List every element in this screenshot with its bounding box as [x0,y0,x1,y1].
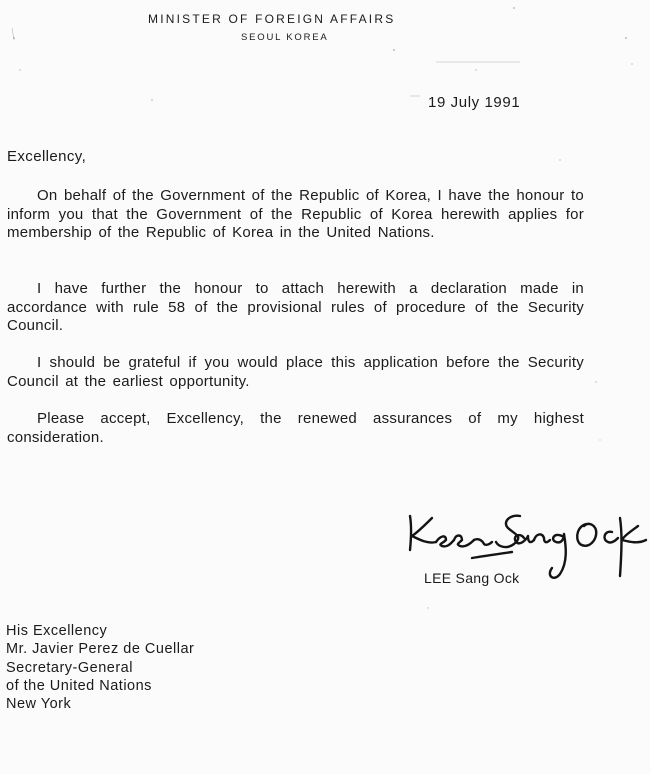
letterhead-title: MINISTER OF FOREIGN AFFAIRS [148,12,396,26]
addressee-line: of the United Nations [6,677,152,694]
addressee-line: His Excellency [6,623,108,639]
body-paragraph-2-text: I have further the honour to attach herewith a declaration made in accordance with rule 58 of the provisional rules of procedure of the Security Council. [7,280,584,334]
body-paragraph-4 [7,410,584,447]
body-paragraph-2 [7,280,584,336]
addressee-line: Mr. Javier Perez de Cuellar [6,641,195,658]
body-paragraph-3 [7,354,584,391]
body-paragraph-1 [7,187,584,243]
signatory-name: LEE Sang Ock [424,570,520,586]
letterhead-city: SEOUL KOREA [241,32,329,43]
addressee-line: New York [6,696,72,713]
body-paragraph-4-text: Please accept, Excellency, the renewed assurances of my highest consideration. [7,410,584,446]
addressee-block [6,622,194,713]
addressee-line: Secretary-General [6,659,133,676]
salutation: Excellency, [7,148,87,165]
body-paragraph-3-text: I should be grateful if you would place this application before the Security Council at the earliest opportunity. [7,354,584,390]
body-paragraph-1-text: On behalf of the Government of the Republic of Korea, I have the honour to inform you that the Government of the Republic of Korea herewith applies for membership of the Republic of Korea in the United Nations. [7,187,584,241]
letter-date: 19 July 1991 [428,94,521,111]
